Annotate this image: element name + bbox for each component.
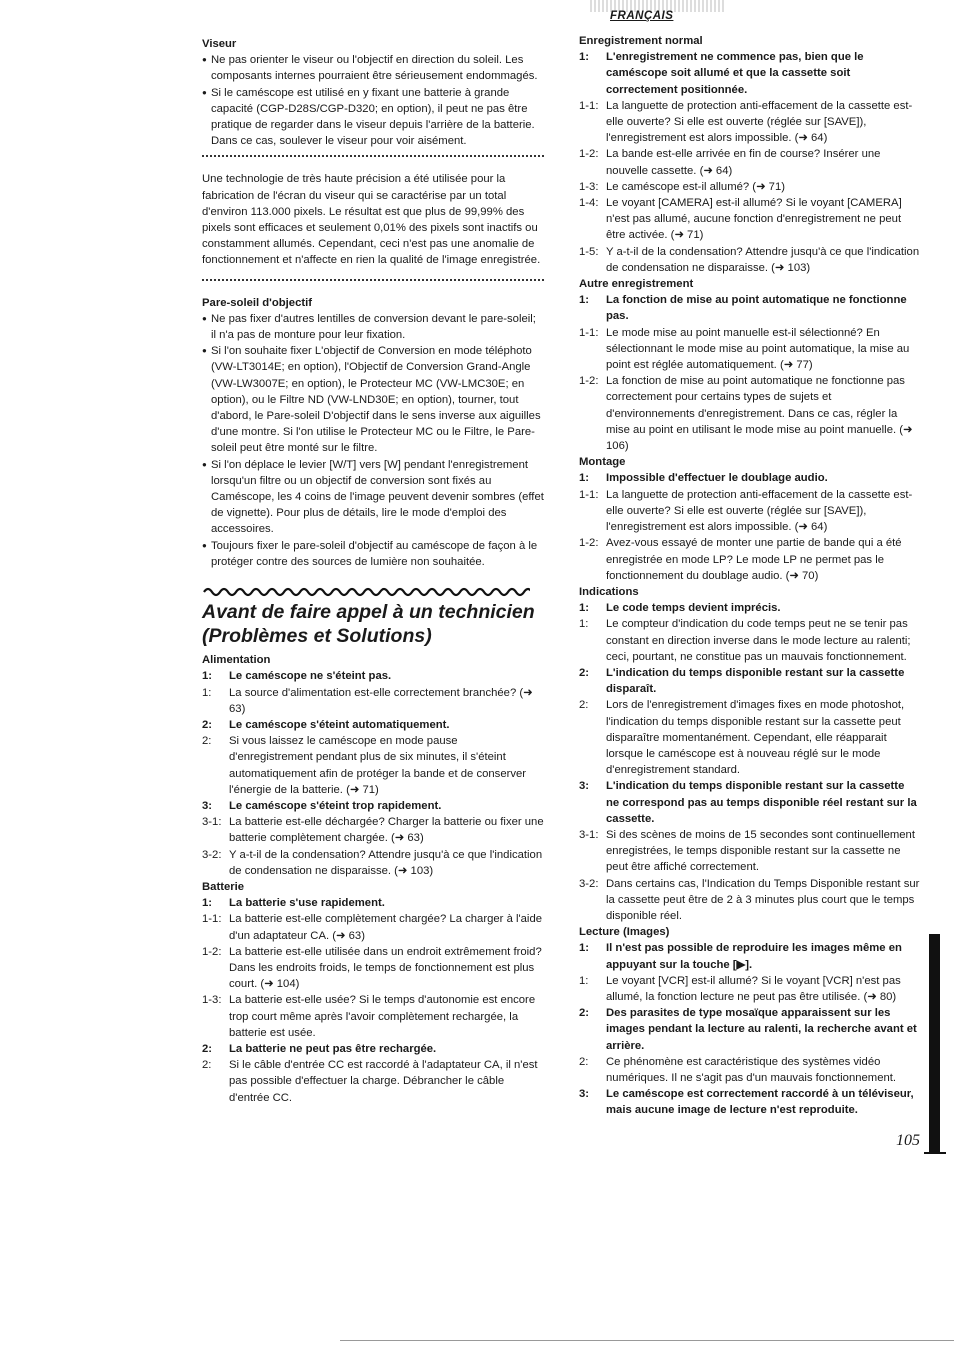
- solution-item: [579, 98, 920, 147]
- problem-item: [579, 1005, 920, 1054]
- problem-item: [579, 665, 920, 697]
- item-number: 1:: [579, 51, 590, 64]
- item-text: La batterie est-elle déchargée? Charger la batterie ou fixer une batterie complètement chargée. (➜ 63): [229, 816, 544, 845]
- solution-item: [202, 733, 544, 798]
- item-text: La languette de protection anti-effacement de la cassette est-elle ouverte? Si elle est ouverte (réglée sur [SAVE]), l'enregistrement est alors impossible. (➜ 64): [606, 488, 913, 534]
- problem-item: [579, 600, 920, 616]
- item-text: Le voyant [CAMERA] est-il allumé? Si le voyant [CAMERA] n'est pas allumé, aucune fonction d'enregistrement ne peut être activée. (➜ 71): [606, 197, 902, 242]
- item-text: L'indication du temps disponible restant sur la cassette ne correspond pas au temps disponible réel restant sur la cassette.: [606, 780, 917, 825]
- section-title-line-2: (Problèmes et Solutions): [202, 625, 432, 648]
- problem-item: [202, 717, 544, 733]
- solution-item: [579, 195, 920, 244]
- wave-divider: [202, 584, 530, 598]
- item-number: 1-1:: [202, 913, 222, 926]
- solution-item: [202, 685, 544, 717]
- item-number: 1:: [202, 897, 213, 910]
- solution-item: [579, 697, 920, 778]
- item-number: 1-1:: [579, 326, 599, 339]
- item-text: La batterie s'use rapidement.: [229, 897, 385, 910]
- autre-enregistrement-heading: Autre enregistrement: [579, 278, 694, 291]
- solution-item: [579, 827, 920, 876]
- item-text: La batterie est-elle complètement chargée? La charger à l'aide d'un adaptateur CA. (➜ 63): [229, 913, 543, 942]
- item-text: Si le câble d'entrée CC est raccordé à l'adaptateur CA, il n'est pas possible d'effectuer la charge. Débrancher le câble d'entrée CC.: [229, 1059, 538, 1104]
- section-title-line-1: Avant de faire appel à un technicien: [202, 601, 535, 624]
- problem-item: [579, 940, 920, 972]
- autre-enregistrement-items: [579, 292, 920, 454]
- indications-items: [579, 600, 920, 924]
- solution-item: [579, 373, 920, 454]
- problem-item: [202, 798, 544, 814]
- item-text: Le caméscope s'éteint automatiquement.: [229, 718, 450, 731]
- item-number: 1:: [202, 686, 212, 699]
- item-number: 2:: [202, 1042, 213, 1055]
- pare-soleil-heading: Pare-soleil d'objectif: [202, 296, 313, 309]
- section-tab-rule: [924, 1152, 946, 1154]
- bullet-item: ● Ne pas orienter le viseur ou l'objectif en direction du soleil. Les composants internes pourraient être sérieusement endommagés.: [202, 52, 544, 84]
- item-text: Le caméscope ne s'éteint pas.: [229, 670, 392, 683]
- bottom-rule: [340, 1340, 954, 1341]
- language-tab: FRANÇAIS: [610, 10, 674, 22]
- item-text: Le compteur d'indication du code temps peut ne se tenir pas constant en direction inverse dans le mode lecture au ralenti; ceci, pourtant, ne constitue pas un mauvais fonctionnement.: [606, 618, 911, 663]
- item-text: Le caméscope est correctement raccordé à un téléviseur, mais aucune image de lecture n'est reproduite.: [606, 1088, 914, 1117]
- item-text: Le mode mise au point manuelle est-il sélectionné? En sélectionnant le mode mise au point automatique, la mise au point est réglée automatiquement. (➜ 77): [606, 326, 910, 372]
- montage-heading: Montage: [579, 456, 626, 469]
- tech-paragraph: Une technologie de très haute précision a été utilisée pour la fabrication de l'écran du viseur qui se caractérise par un total d'environ 113.000 pixels. Le résultat est que plus de 99,99% des pixels sont efficaces et seulement 0,01% des pixels sont inactifs ou constamment allumés. Cependant, ceci n'est pas une anomalie de fonctionnement et n'affecte en rien la qualité de l'image enregistrée.: [202, 173, 541, 267]
- item-text: Il n'est pas possible de reproduire les images même en appuyant sur la touche [▶].: [606, 942, 902, 971]
- section-tab-bar: [929, 934, 940, 1152]
- problem-item: [579, 470, 920, 486]
- item-text: L'enregistrement ne commence pas, bien que le caméscope soit allumé et que la cassette soit correctement positionnée.: [606, 51, 864, 96]
- enregistrement-normal-heading: Enregistrement normal: [579, 35, 703, 47]
- item-text: Si des scènes de moins de 15 secondes sont continuellement enregistrées, le temps disponible restant sur la cassette ne peut être affiché correctement.: [606, 828, 915, 874]
- item-number: 1-2:: [579, 375, 599, 388]
- solution-item: [579, 244, 920, 276]
- problem-item: [202, 668, 544, 684]
- bullet-item: ● Si l'on souhaite fixer L'objectif de Conversion en mode téléphoto (VW-LT3014E; en option), l'Objectif de Conversion Grand-Angle (VW-LW3007E; en option), le Protecteur MC (VW-LMC30E; en option), ou le Filtre ND (VW-LND30E; en option), tourner, tout d'abord, le Pare-soleil D'objectif dans le sens inverse aux aiguilles d'une montre. Si l'on utilise le Protecteur MC ou le Filtre, le Pare-soleil peut être monté sur le filtre.: [202, 343, 544, 456]
- item-text: La fonction de mise au point automatique ne fonctionne pas.: [606, 294, 907, 323]
- item-text: Le code temps devient imprécis.: [606, 602, 781, 615]
- solution-item: [202, 1057, 544, 1106]
- bullet-item: ● Si le caméscope est utilisé en y fixant une batterie à grande capacité (CGP-D28S/CGP-D320; en option), il peut ne pas être pratique de regarder dans le viseur depuis l'arrière de la batterie. Dans ce cas, soulever le viseur pour voir aisément.: [202, 85, 544, 150]
- item-number: 1-2:: [202, 945, 222, 958]
- item-text: La source d'alimentation est-elle correctement branchée? (➜ 63): [229, 686, 533, 715]
- batterie-heading: Batterie: [202, 880, 245, 893]
- item-text: Le caméscope est-il allumé? (➜ 71): [606, 180, 785, 193]
- item-number: 1-2:: [579, 537, 599, 550]
- item-number: 1:: [579, 602, 590, 615]
- indications-heading: Indications: [579, 585, 639, 598]
- problem-item: [579, 778, 920, 827]
- alimentation-heading: Alimentation: [202, 654, 271, 667]
- solution-item: [202, 992, 544, 1041]
- item-number: 2:: [202, 735, 212, 748]
- item-number: 3-1:: [579, 828, 599, 841]
- problem-item: [579, 1086, 920, 1118]
- item-number: 1:: [202, 670, 213, 683]
- batterie-items: [202, 895, 544, 1106]
- solution-item: [579, 179, 920, 195]
- item-text: La languette de protection anti-effacement de la cassette est-elle ouverte? Si elle est ouverte (réglée sur [SAVE]), l'enregistrement est alors impossible. (➜ 64): [606, 99, 913, 145]
- item-text: La batterie est-elle usée? Si le temps d'autonomie est encore trop court même après l'avoir complètement rechargée, la batterie est usée.: [229, 994, 536, 1039]
- item-number: 1-3:: [579, 180, 599, 193]
- bullet-item: ● Ne pas fixer d'autres lentilles de conversion devant le pare-soleil; il n'a pas de monture pour leur fixation.: [202, 311, 544, 343]
- item-number: 2:: [579, 699, 589, 712]
- item-number: 1:: [579, 472, 590, 485]
- item-number: 1-2:: [579, 148, 599, 161]
- right-column: [579, 33, 920, 1119]
- problem-item: [202, 895, 544, 911]
- solution-item: [579, 876, 920, 925]
- item-number: 3:: [202, 799, 213, 812]
- item-number: 3:: [579, 780, 590, 793]
- item-text: Impossible d'effectuer le doublage audio.: [606, 472, 828, 485]
- lecture-heading: Lecture (Images): [579, 926, 670, 939]
- item-text: Le voyant [VCR] est-il allumé? Si le voyant [VCR] n'est pas allumé, la fonction lecture ne peut pas être utilisée. (➜ 80): [606, 974, 901, 1003]
- item-text: Dans certains cas, l'Indication du Temps Disponible restant sur la cassette peut être de 2 à 3 minutes plus court que le temps disponible réel.: [606, 877, 920, 922]
- viseur-heading: Viseur: [202, 38, 237, 50]
- item-number: 3-2:: [202, 848, 222, 861]
- alimentation-items: [202, 668, 544, 879]
- enregistrement-normal-items: [579, 49, 920, 276]
- solution-item: [579, 973, 920, 1005]
- dotted-divider-2: [202, 279, 544, 281]
- item-text: L'indication du temps disponible restant sur la cassette disparaît.: [606, 666, 905, 696]
- item-text: La batterie ne peut pas être rechargée.: [229, 1042, 437, 1055]
- left-column: [202, 36, 544, 1106]
- bullet-item: ● Si l'on déplace le levier [W/T] vers [W] pendant l'enregistrement lorsqu'un filtre ou un objectif de conversion sont fixés au Caméscope, les 4 coins de l'image peuvent devenir sombres (effet de vignette). Pour plus de détails, lire le mode d'emploi des accessoires.: [202, 457, 544, 538]
- item-text: La bande est-elle arrivée en fin de course? Insérer une nouvelle cassette. (➜ 64): [606, 148, 881, 177]
- item-number: 1-5:: [579, 245, 599, 258]
- solution-item: [202, 911, 544, 943]
- solution-item: [202, 847, 544, 879]
- item-text: Le caméscope s'éteint trop rapidement.: [229, 799, 442, 812]
- solution-item: [579, 146, 920, 178]
- item-number: 1:: [579, 942, 590, 955]
- solution-item: [579, 616, 920, 665]
- item-number: 1-1:: [579, 99, 599, 112]
- item-number: 3-1:: [202, 816, 222, 829]
- item-number: 1:: [579, 294, 590, 307]
- item-number: 2:: [202, 1059, 212, 1072]
- item-text: Ce phénomène est caractéristique des systèmes vidéo numériques. Il ne s'agit pas d'un mauvais fonctionnement.: [606, 1055, 897, 1084]
- lecture-items: [579, 940, 920, 1118]
- item-number: 2:: [579, 666, 590, 679]
- item-number: 1-4:: [579, 197, 599, 210]
- dotted-divider-1: [202, 155, 544, 157]
- item-number: 3-2:: [579, 877, 599, 890]
- item-text: Des parasites de type mosaïque apparaissent sur les images pendant la lecture au ralenti, la recherche avant et arrière.: [606, 1007, 917, 1052]
- solution-item: [579, 325, 920, 374]
- item-text: La batterie est-elle utilisée dans un endroit extrêmement froid? Dans les endroits froids, le temps de fonctionnement est plus court. (➜ 104): [229, 945, 542, 991]
- item-text: Avez-vous essayé de monter une partie de bande qui a été enregistrée en mode LP? Le mode LP ne permet pas le fonctionnement du doublage audio. (➜ 70): [606, 537, 902, 582]
- section-title: [202, 600, 544, 648]
- item-text: La fonction de mise au point automatique ne fonctionne pas correctement pour certains types de sujets et d'environnements d'enregistrement. Dans ce cas, régler la mise au point en utilisant le mode mise au point manuelle. (➜ 106): [606, 375, 913, 453]
- page-number: 105: [896, 1132, 920, 1149]
- item-number: 1:: [579, 618, 589, 631]
- problem-item: [579, 49, 920, 98]
- solution-item: [202, 944, 544, 993]
- item-text: Y a-t-il de la condensation? Attendre jusqu'à ce que l'indication de condensation ne disparaisse. (➜ 103): [606, 245, 920, 274]
- bullet-item: ● Toujours fixer le pare-soleil d'objectif au caméscope de façon à le protéger contre des sources de lumière non souhaitée.: [202, 538, 544, 570]
- item-number: 2:: [202, 718, 213, 731]
- item-text: Si vous laissez le caméscope en mode pause d'enregistrement pendant plus de six minutes, il s'éteint automatiquement afin de protéger la bande et de conserver l'énergie de la batterie. (➜ 71): [229, 735, 527, 796]
- item-number: 2:: [579, 1055, 589, 1068]
- solution-item: [579, 1054, 920, 1086]
- item-number: 3:: [579, 1088, 590, 1101]
- item-number: 2:: [579, 1007, 590, 1020]
- problem-item: [579, 292, 920, 324]
- item-number: 1-3:: [202, 994, 222, 1007]
- viseur-list: [202, 52, 544, 149]
- pare-soleil-list: [202, 311, 544, 570]
- solution-item: [202, 814, 544, 846]
- problem-item: [202, 1041, 544, 1057]
- montage-items: [579, 470, 920, 583]
- item-text: Lors de l'enregistrement d'images fixes en mode photoshot, l'indication du temps disponible restant sur la cassette peut disparaître momentanément. Cependant, elle réapparait lorsque le caméscope est à nouveau réglé sur le mode d'enregistrement standard.: [606, 699, 905, 777]
- item-number: 1-1:: [579, 488, 599, 501]
- item-number: 1:: [579, 974, 589, 987]
- solution-item: [579, 487, 920, 536]
- solution-item: [579, 535, 920, 584]
- item-text: Y a-t-il de la condensation? Attendre jusqu'à ce que l'indication de condensation ne disparaisse. (➜ 103): [229, 848, 543, 877]
